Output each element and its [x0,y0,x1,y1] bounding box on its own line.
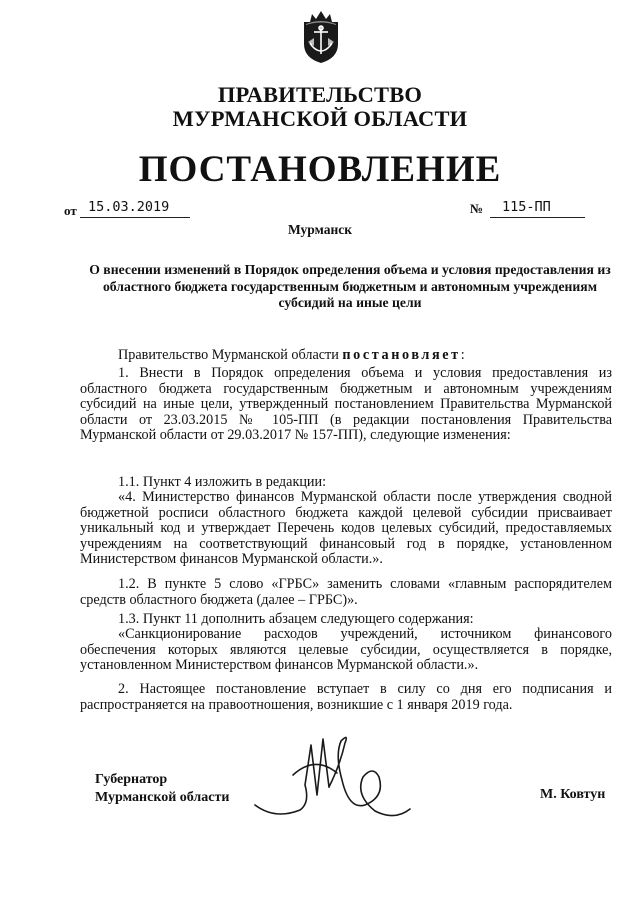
coat-of-arms-icon [300,8,342,64]
intro-paragraph [80,348,612,364]
document-type-heading: ПОСТАНОВЛЕНИЕ [138,149,502,190]
number-prefix: № [470,201,484,216]
body-paragraph-7: 2. Настоящее постановление вступает в силу со дня его подписания и распространяется на правоотношения, возникшие с 1 января 2019 года. [80,681,612,713]
body-paragraph-6: «Санкционирование расходов учреждений, источником финансового обеспечения которых являются целевые субсидии, осуществляется в порядке, установленном Министерством финансов Мурманской области.». [80,626,612,673]
body-paragraph-2: 1.1. Пункт 4 изложить в редакции: [118,474,327,490]
signatory-title-line1: Губернатор [95,772,168,787]
signatory-title [95,771,229,807]
intro-colon: : [460,347,465,363]
signatory-title-line2: Мурманской области [95,790,230,805]
body-paragraph-4: 1.2. В пункте 5 слово «ГРБС» заменить словами «главным распорядителем средств областного бюджета (далее – ГРБС)». [80,576,612,608]
signatory-name: М. Ковтун [540,787,606,802]
document-city: Мурманск [287,222,353,237]
document-number: 115-ПП [490,199,585,218]
organization-name-line1: ПРАВИТЕЛЬСТВО [217,82,423,107]
date-prefix: от [64,203,77,218]
organization-name-line2: МУРМАНСКОЙ ОБЛАСТИ [172,106,468,131]
body-paragraph-5: 1.3. Пункт 11 дополнить абзацем следующего содержания: [118,611,474,627]
body-paragraph-3: «4. Министерство финансов Мурманской области после утверждения сводной бюджетной росписи областного бюджета каждой целевой субсидии присваивает уникальный код и утверждает Перечень кодов целевых субсидий, предоставляемых учреждениям на соответствующий финансовый год в порядке, установленном Министерством финансов Мурманской области.». [80,489,612,567]
document-date: 15.03.2019 [80,199,190,218]
handwritten-signature [245,725,415,825]
body-paragraph-1: 1. Внести в Порядок определения объема и условия предоставления из областного бюджета государственным бюджетным и автономным учреждениям субсидий на иные цели, утвержденный постановлением Правительства Мурманской области от 23.03.2015 № 105-ПП (в редакции постановления Правительства Мурманской области от 29.03.2017 № 157-ПП), следующие изменения: [80,365,612,443]
document-title: О внесении изменений в Порядок определения объема и условия предоставления из областного бюджета государственным бюджетным и автономным учреждениям субсидий на иные цели [89,262,611,310]
intro-text: Правительство Мурманской области [118,347,339,363]
intro-verb: постановляет [342,347,461,363]
